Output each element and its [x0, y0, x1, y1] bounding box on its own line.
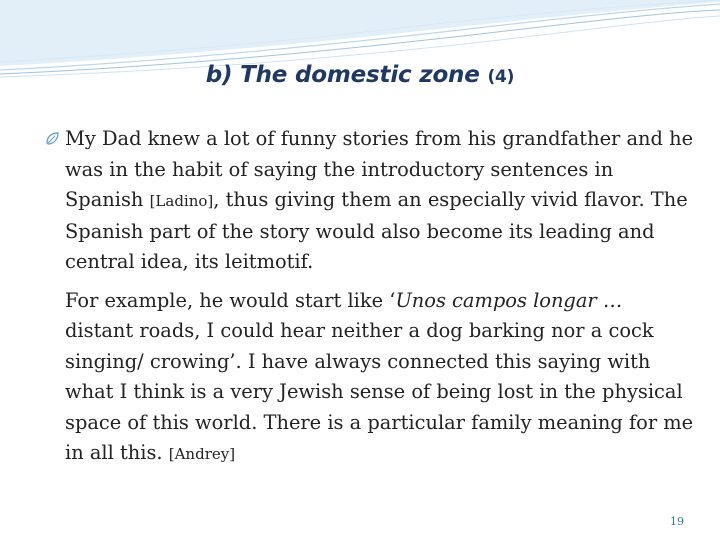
speaker-tag: [Andrey]: [168, 445, 236, 463]
paragraph-2: [46, 286, 696, 470]
page-number: 19: [670, 515, 684, 528]
language-tag: [Ladino]: [149, 192, 214, 210]
title-main: b) The domestic zone: [205, 62, 488, 88]
slide-body: [46, 124, 696, 470]
slide-title: [0, 62, 720, 88]
paragraph-1: [46, 124, 696, 278]
leaf-bullet-icon: [46, 132, 59, 145]
title-suffix: (4): [487, 67, 515, 87]
paragraph-2-text-before: For example, he would start like ‘: [65, 288, 396, 312]
paragraph-1-text-after: , thus giving them an especially vivid flavor. The Spanish part of the story would also become its leading and central idea, its leitmotif.: [65, 188, 688, 273]
paragraph-2-text-after: distant roads, I could hear neither a dog barking nor a cock singing/ crowing’. I have always connected this saying with what I think is a very Jewish sense of being lost in the physical space of this world. There is a particular family meaning for me in all this.: [65, 319, 694, 464]
paragraph-1-text: My Dad knew a lot of funny stories from his grandfather and he was in the habit of saying the introductory sentences in Spanish: [65, 127, 694, 211]
paragraph-2-quote-italic: Unos campos longar …: [395, 288, 623, 312]
